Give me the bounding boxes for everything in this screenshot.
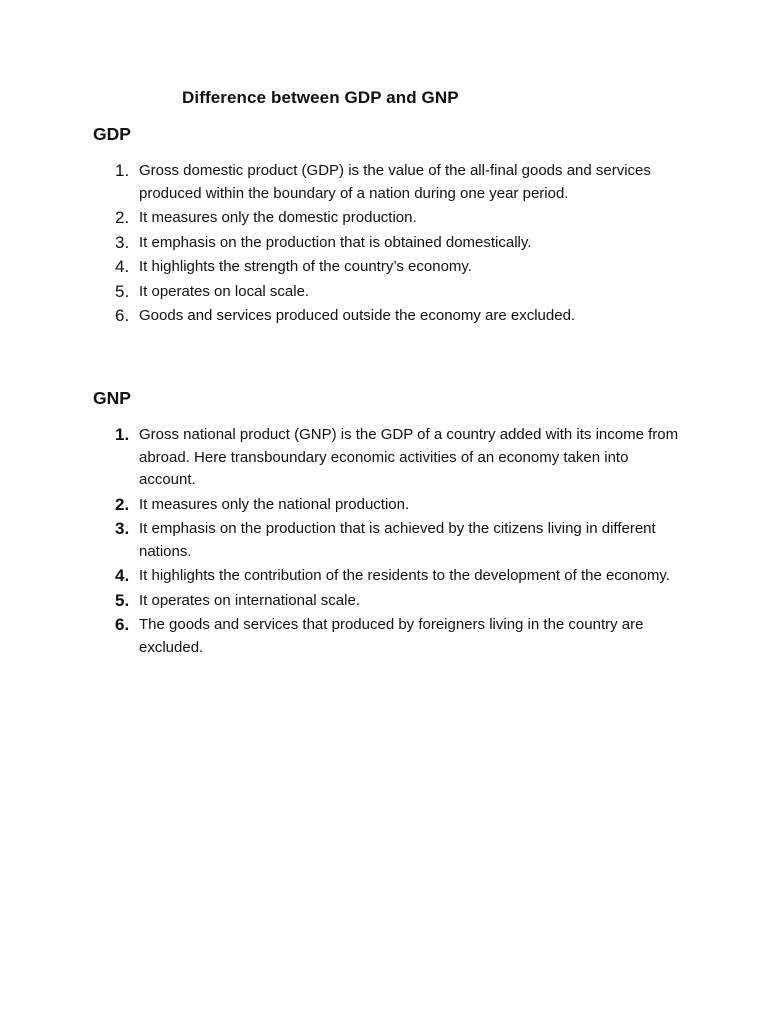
list-item-text: Gross national product (GNP) is the GDP of a country added with its income from abroad. Here transboundary economic activities of an economy taken into account. (139, 426, 679, 488)
list-item-text: Gross domestic product (GDP) is the value of the all-final goods and services produced within the boundary of a nation during one year period. (139, 162, 651, 202)
list-number: 5. (115, 281, 130, 301)
list-item-text: Goods and services produced outside the economy are excluded. (139, 307, 576, 324)
gdp-list-item (0, 232, 768, 255)
list-number: 4. (115, 257, 130, 276)
gdp-list-item (0, 256, 768, 279)
gdp-list (0, 160, 768, 330)
document-title: Difference between GDP and GNP (182, 88, 459, 107)
gnp-heading: GNP (93, 388, 131, 408)
list-number: 3. (115, 232, 130, 252)
list-number: 6. (115, 306, 130, 325)
list-item-text: It measures only the domestic production. (139, 209, 417, 226)
list-number: 3. (115, 519, 130, 538)
gnp-list-item (0, 518, 768, 563)
gdp-heading: GDP (93, 124, 131, 144)
list-item-text: It operates on international scale. (139, 591, 360, 609)
list-item-text: It emphasis on the production that is achieved by the citizens living in different nations. (139, 520, 656, 560)
list-number: 2. (115, 208, 130, 227)
list-item-text: The goods and services that produced by foreigners living in the country are excluded. (139, 616, 644, 656)
gnp-list-item (0, 494, 768, 517)
gnp-list-item (0, 614, 768, 659)
gdp-list-item (0, 305, 768, 328)
gnp-list (0, 424, 768, 661)
list-item-text: It highlights the contribution of the residents to the development of the economy. (139, 567, 670, 584)
gdp-list-item (0, 160, 768, 205)
list-number: 4. (115, 566, 130, 585)
list-item-text: It emphasis on the production that is obtained domestically. (139, 233, 532, 251)
gnp-list-item (0, 590, 768, 613)
list-item-text: It highlights the strength of the country’s economy. (139, 258, 472, 275)
list-number: 6. (115, 615, 130, 634)
list-item-text: It measures only the national production. (139, 495, 410, 513)
list-item-text: It operates on local scale. (139, 282, 310, 300)
gnp-list-item (0, 565, 768, 588)
list-number: 1. (115, 161, 130, 180)
list-number: 1. (115, 425, 130, 444)
list-number: 5. (115, 590, 130, 610)
list-number: 2. (115, 494, 130, 514)
gdp-list-item (0, 207, 768, 230)
gnp-list-item (0, 424, 768, 492)
gdp-list-item (0, 281, 768, 304)
